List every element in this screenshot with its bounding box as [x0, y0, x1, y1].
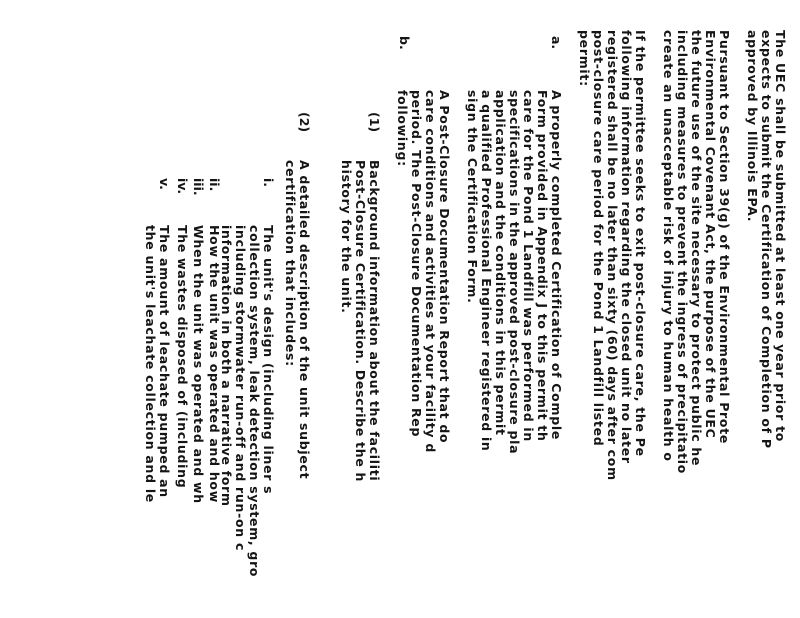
roman-item-line: How the unit was operated and how [207, 225, 222, 503]
roman-item-line: collection system, leak detection system, gro [247, 225, 262, 578]
paragraph-line: including measures to prevent the ingress of precipitatio [675, 30, 690, 475]
paragraph-line: the future use of the site necessary to protect public he [689, 30, 704, 467]
list-item-line: a qualified Professional Engineer registered in [479, 90, 494, 452]
roman-label: i. [261, 178, 276, 188]
list-item-line: Form provided in Appendix J to this permit th [535, 90, 550, 442]
paragraph-line: approved by Illinois EPA. [745, 30, 760, 223]
roman-label: ii. [207, 178, 222, 192]
list-item-line: care for the Pond 1 Landfill was performed in [521, 90, 536, 443]
sublist-item-line: history for the unit. [339, 160, 354, 314]
list-item-line: application and the conditions in this permit [493, 90, 508, 436]
roman-label: iv. [175, 178, 190, 195]
roman-item-line: When the unit was operated and wh [191, 225, 206, 504]
paragraph-line: create an unacceptable risk of injury to human health o [661, 30, 676, 462]
paragraph-line: following information regarding the closed unit no later [619, 30, 634, 464]
sublist-label: (2) [297, 112, 312, 133]
list-item-line: period. The Post-Closure Documentation Rep [409, 90, 424, 438]
roman-item-line: the unit's leachate collection and le [143, 225, 158, 503]
list-item-line: sign the Certification Form. [465, 90, 480, 304]
paragraph-line: permit: [577, 30, 592, 87]
paragraph-line: registered shall be no later than sixty (60) days after com [605, 30, 620, 481]
roman-label: iii. [191, 178, 206, 196]
paragraph-line: The UEC shall be submitted at least one year prior to [773, 30, 788, 443]
paragraph-line: post-closure care period for the Pond 1 Landfill listed [591, 30, 606, 447]
roman-item-line: The unit's design (including liner s [261, 225, 276, 495]
list-label: b. [397, 36, 412, 50]
paragraph-line: Pursuant to Section 39(g) of the Environmental Prote [717, 30, 732, 445]
list-item-line: A properly completed Certification of Comple [549, 90, 564, 441]
sublist-item-line: Background information about the faciliti [367, 160, 382, 482]
paragraph-line: Environmental Covenant Act, the purpose of the UEC [703, 30, 718, 439]
roman-label: v. [157, 178, 172, 190]
list-item-line: care conditions and activities at your facility d [423, 90, 438, 453]
sublist-item-line: Post-Closure Certification. Describe the h [353, 160, 368, 483]
paragraph-line: expects to submit the Certification of Completion of P [759, 30, 774, 449]
list-item-line: specifications in the approved post-closure pla [507, 90, 522, 455]
list-item-line: following: [395, 90, 410, 167]
sublist-item-line: certification that includes: [283, 160, 298, 367]
list-label: a. [549, 36, 564, 50]
list-item-line: A Post-Closure Documentation Report that do [437, 90, 452, 444]
sublist-label: (1) [367, 112, 382, 133]
roman-item-line: The wastes disposed of (including [175, 225, 190, 489]
roman-item-line: information in both a narrative form [219, 225, 234, 507]
roman-item-line: The amount of leachate pumped an [157, 225, 172, 498]
sublist-item-line: A detailed description of the unit subject [297, 160, 312, 480]
roman-item-line: including stormwater run-off and run-on c [233, 225, 248, 552]
paragraph-line: If the permittee seeks to exit post-closure care, the Pe [633, 30, 648, 457]
